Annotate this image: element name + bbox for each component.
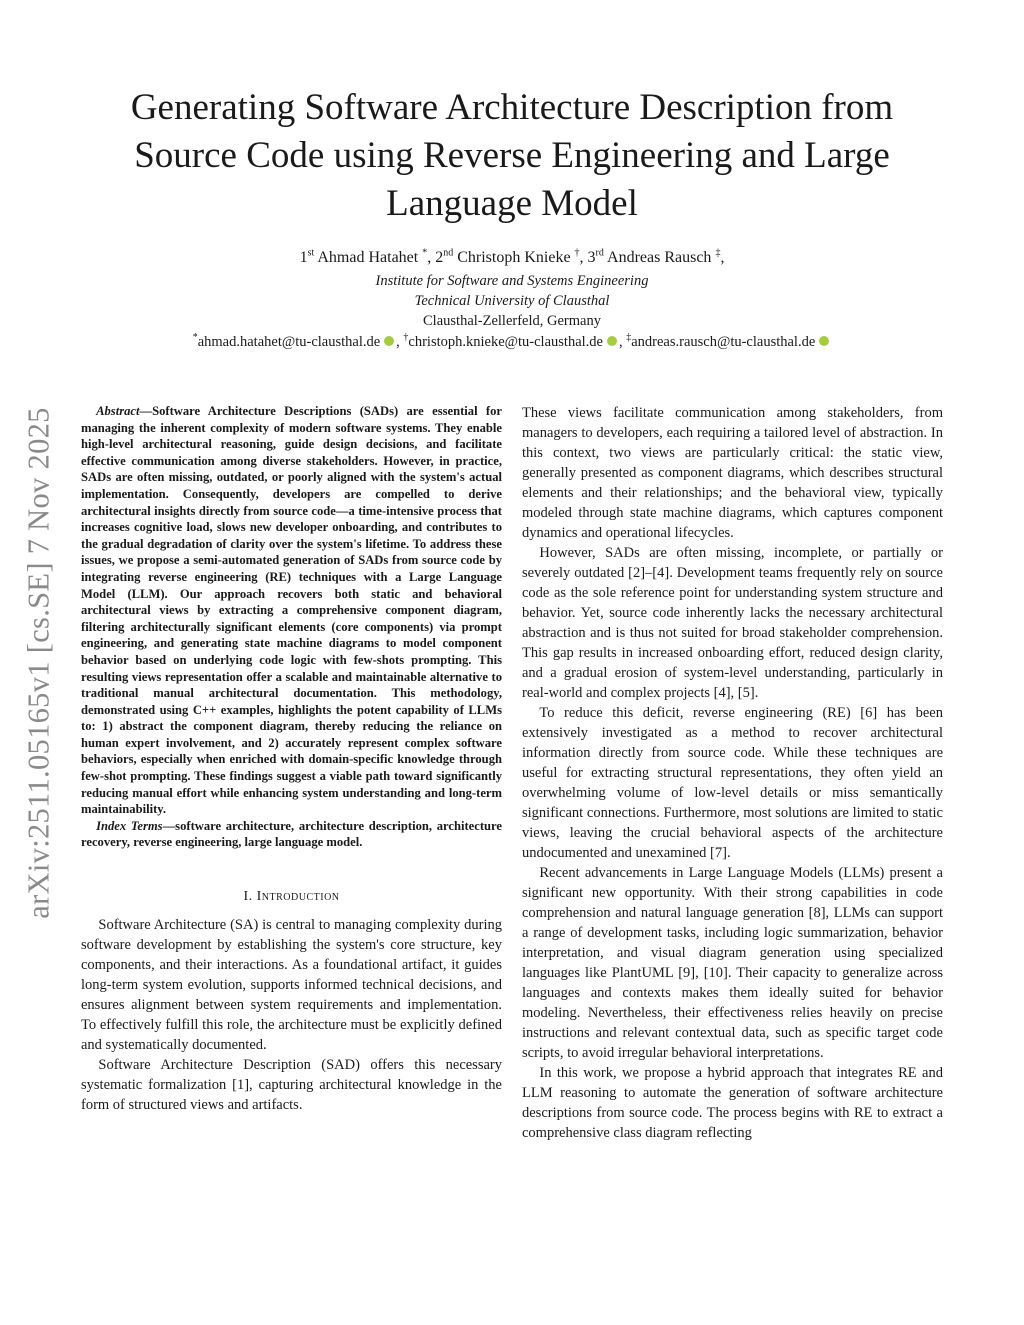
title-line: Source Code using Reverse Engineering and Large <box>134 135 890 176</box>
author-name: Christoph Knieke <box>457 249 571 266</box>
body-paragraph: These views facilitate communication among stakeholders, from managers to developers, each requiring a tailored level of abstraction. In this context, two views are particularly critical: the static view, generally presented as component diagrams, which describes structural elements and their relationships; and the behavioral view, typically modeled through state machine diagrams, which captures component dynamics and operational lifecycles. <box>522 405 943 541</box>
email-mark: * <box>192 332 198 344</box>
body-paragraph: Software Architecture Description (SAD) offers this necessary systematic formalization [1], capturing architectural knowledge in the form of structured views and artifacts. <box>81 1057 502 1114</box>
author-emails: *ahmad.hatahet@tu-clausthal.de , †christoph.knieke@tu-clausthal.de , ‡andreas.rausch@tu-clausthal.de <box>0 333 1024 352</box>
orcid-icon[interactable] <box>819 336 829 346</box>
right-column <box>522 403 943 1143</box>
title-line: Generating Software Architecture Description from <box>130 87 894 128</box>
ordinal-suffix: nd <box>443 247 454 259</box>
orcid-icon[interactable] <box>607 336 617 346</box>
author-mark: ‡ <box>715 247 721 259</box>
body-paragraph: In this work, we propose a hybrid approach that integrates RE and LLM reasoning to automate the generation of software architecture descriptions from source code. The process begins with RE to extract a comprehensive class diagram reflecting <box>522 1065 943 1141</box>
author-mark: † <box>574 247 580 259</box>
author-name: Ahmad Hatahet <box>317 249 419 266</box>
abstract-text: —Software Architecture Descriptions (SADs) are essential for managing the inherent complexity of modern software systems. They enable high-level architectural reasoning, guide design decisions, and facilitate effective communication among diverse stakeholders. However, in practice, SADs are often missing, outdated, or poorly aligned with the system's actual implementation. Consequently, developers are compelled to derive architectural insights directly from source code—a time-intensive process that increases cognitive load, slows new developer onboarding, and contributes to the gradual degradation of clarity over the system's lifetime. To address these issues, we propose a semi-automated generation of SADs from source code by integrating reverse engineering (RE) techniques with a Large Language Model (LLM). Our approach recovers both static and behavioral architectural views by extracting a comprehensive component diagram, filtering architecturally significant elements (core components) via prompt engineering, and generating state machine diagrams to model component behavior based on underlying code logic with few-shots prompting. This resulting views representation offer a scalable and maintainable alternative to traditional manual architectural documentation. This methodology, demonstrated using C++ examples, highlights the potent capability of LLMs to: 1) abstract the component diagram, thereby reducing the reliance on human expert involvement, and 2) accurately represent complex software behaviors, especially when enriched with domain-specific knowledge through few-shot prompting. These findings suggest a viable path toward significantly reducing manual effort while enhancing system understanding and long-term maintainability. <box>81 404 502 817</box>
body-paragraph: Software Architecture (SA) is central to managing complexity during software development by establishing the system's core structure, key components, and their interactions. As a foundational artifact, it guides long-term system evolution, supports informed technical decisions, and ensures alignment between system requirements and implementation. To effectively fulfill this role, the architecture must be explicitly defined and systematically documented. <box>81 917 502 1054</box>
author-mark: * <box>422 247 428 259</box>
email-mark: † <box>403 332 409 344</box>
author-ordinal: 2 <box>435 249 444 266</box>
orcid-icon[interactable] <box>384 336 394 346</box>
author-name: Andreas Rausch <box>607 249 712 266</box>
arxiv-stamp <box>6 380 72 945</box>
section-number: I. <box>243 889 253 905</box>
index-terms <box>81 818 502 851</box>
arxiv-identifier[interactable]: arXiv:2511.05165v1 [cs.SE] 7 Nov 2025 <box>21 406 56 919</box>
email-address[interactable]: ahmad.hatahet@tu-clausthal.de <box>197 334 381 350</box>
ordinal-suffix: rd <box>595 247 604 259</box>
abstract <box>81 403 502 818</box>
email-mark: ‡ <box>626 332 632 344</box>
index-terms-lead: Index Terms <box>96 818 163 833</box>
affiliation-university: Technical University of Clausthal <box>414 293 610 309</box>
affiliation-institute: Institute for Software and Systems Engineering <box>375 273 649 289</box>
ordinal-suffix: st <box>307 247 315 259</box>
left-column <box>81 403 502 1115</box>
author-ordinal: 3 <box>587 249 596 266</box>
section-title: Introduction <box>256 889 340 905</box>
email-address[interactable]: christoph.knieke@tu-clausthal.de <box>408 334 603 350</box>
author-list: 1st Ahmad Hatahet *, 2nd Christoph Knieke †, 3rd Andreas Rausch ‡, <box>299 247 725 266</box>
section-heading <box>81 887 502 907</box>
body-paragraph: To reduce this deficit, reverse engineering (RE) [6] has been extensively investigated as a method to recover architectural information directly from source code. While these techniques are useful for extracting structural representations, they often yield an overwhelming volume of low-level details or miss semantically significant connections. Furthermore, most solutions are limited to static views, leaving the crucial behavioral aspects of the architecture undocumented and unexamined [7]. <box>522 705 943 861</box>
index-terms-text: —software architecture, architecture description, architecture recovery, reverse engineering, large language model. <box>81 818 502 850</box>
author-ordinal: 1 <box>299 249 308 266</box>
paper-title <box>60 84 964 228</box>
abstract-lead: Abstract <box>96 404 140 418</box>
body-paragraph: However, SADs are often missing, incomplete, or partially or severely outdated [2]–[4]. Development teams frequently rely on source code as the sole reference point for understanding system structure and behavior. Yet, source code inherently lacks the necessary architectural abstraction and is thus not suited for broad stakeholder comprehension. This gap results in increased onboarding effort, reduced design clarity, and a gradual erosion of system-level understanding, particularly in real-world and complex projects [4], [5]. <box>522 545 943 701</box>
email-address[interactable]: andreas.rausch@tu-clausthal.de <box>631 334 816 350</box>
title-line: Language Model <box>386 183 638 224</box>
body-paragraph: Recent advancements in Large Language Models (LLMs) present a significant new opportunity. With their strong capabilities in code comprehension and natural language generation [8], LLMs can support a range of development tasks, including logic summarization, behavior interpretation, and visual diagram generation using specialized languages like PlantUML [9], [10]. Their capacity to generalize across languages and contexts makes them ideally suited for behavior modeling. Nevertheless, their effectiveness relies heavily on precise instructions and relevant contextual data, such as specific target code scripts, to avoid irregular behavioral interpretations. <box>522 865 943 1061</box>
affiliation-location: Clausthal-Zellerfeld, Germany <box>423 313 601 329</box>
